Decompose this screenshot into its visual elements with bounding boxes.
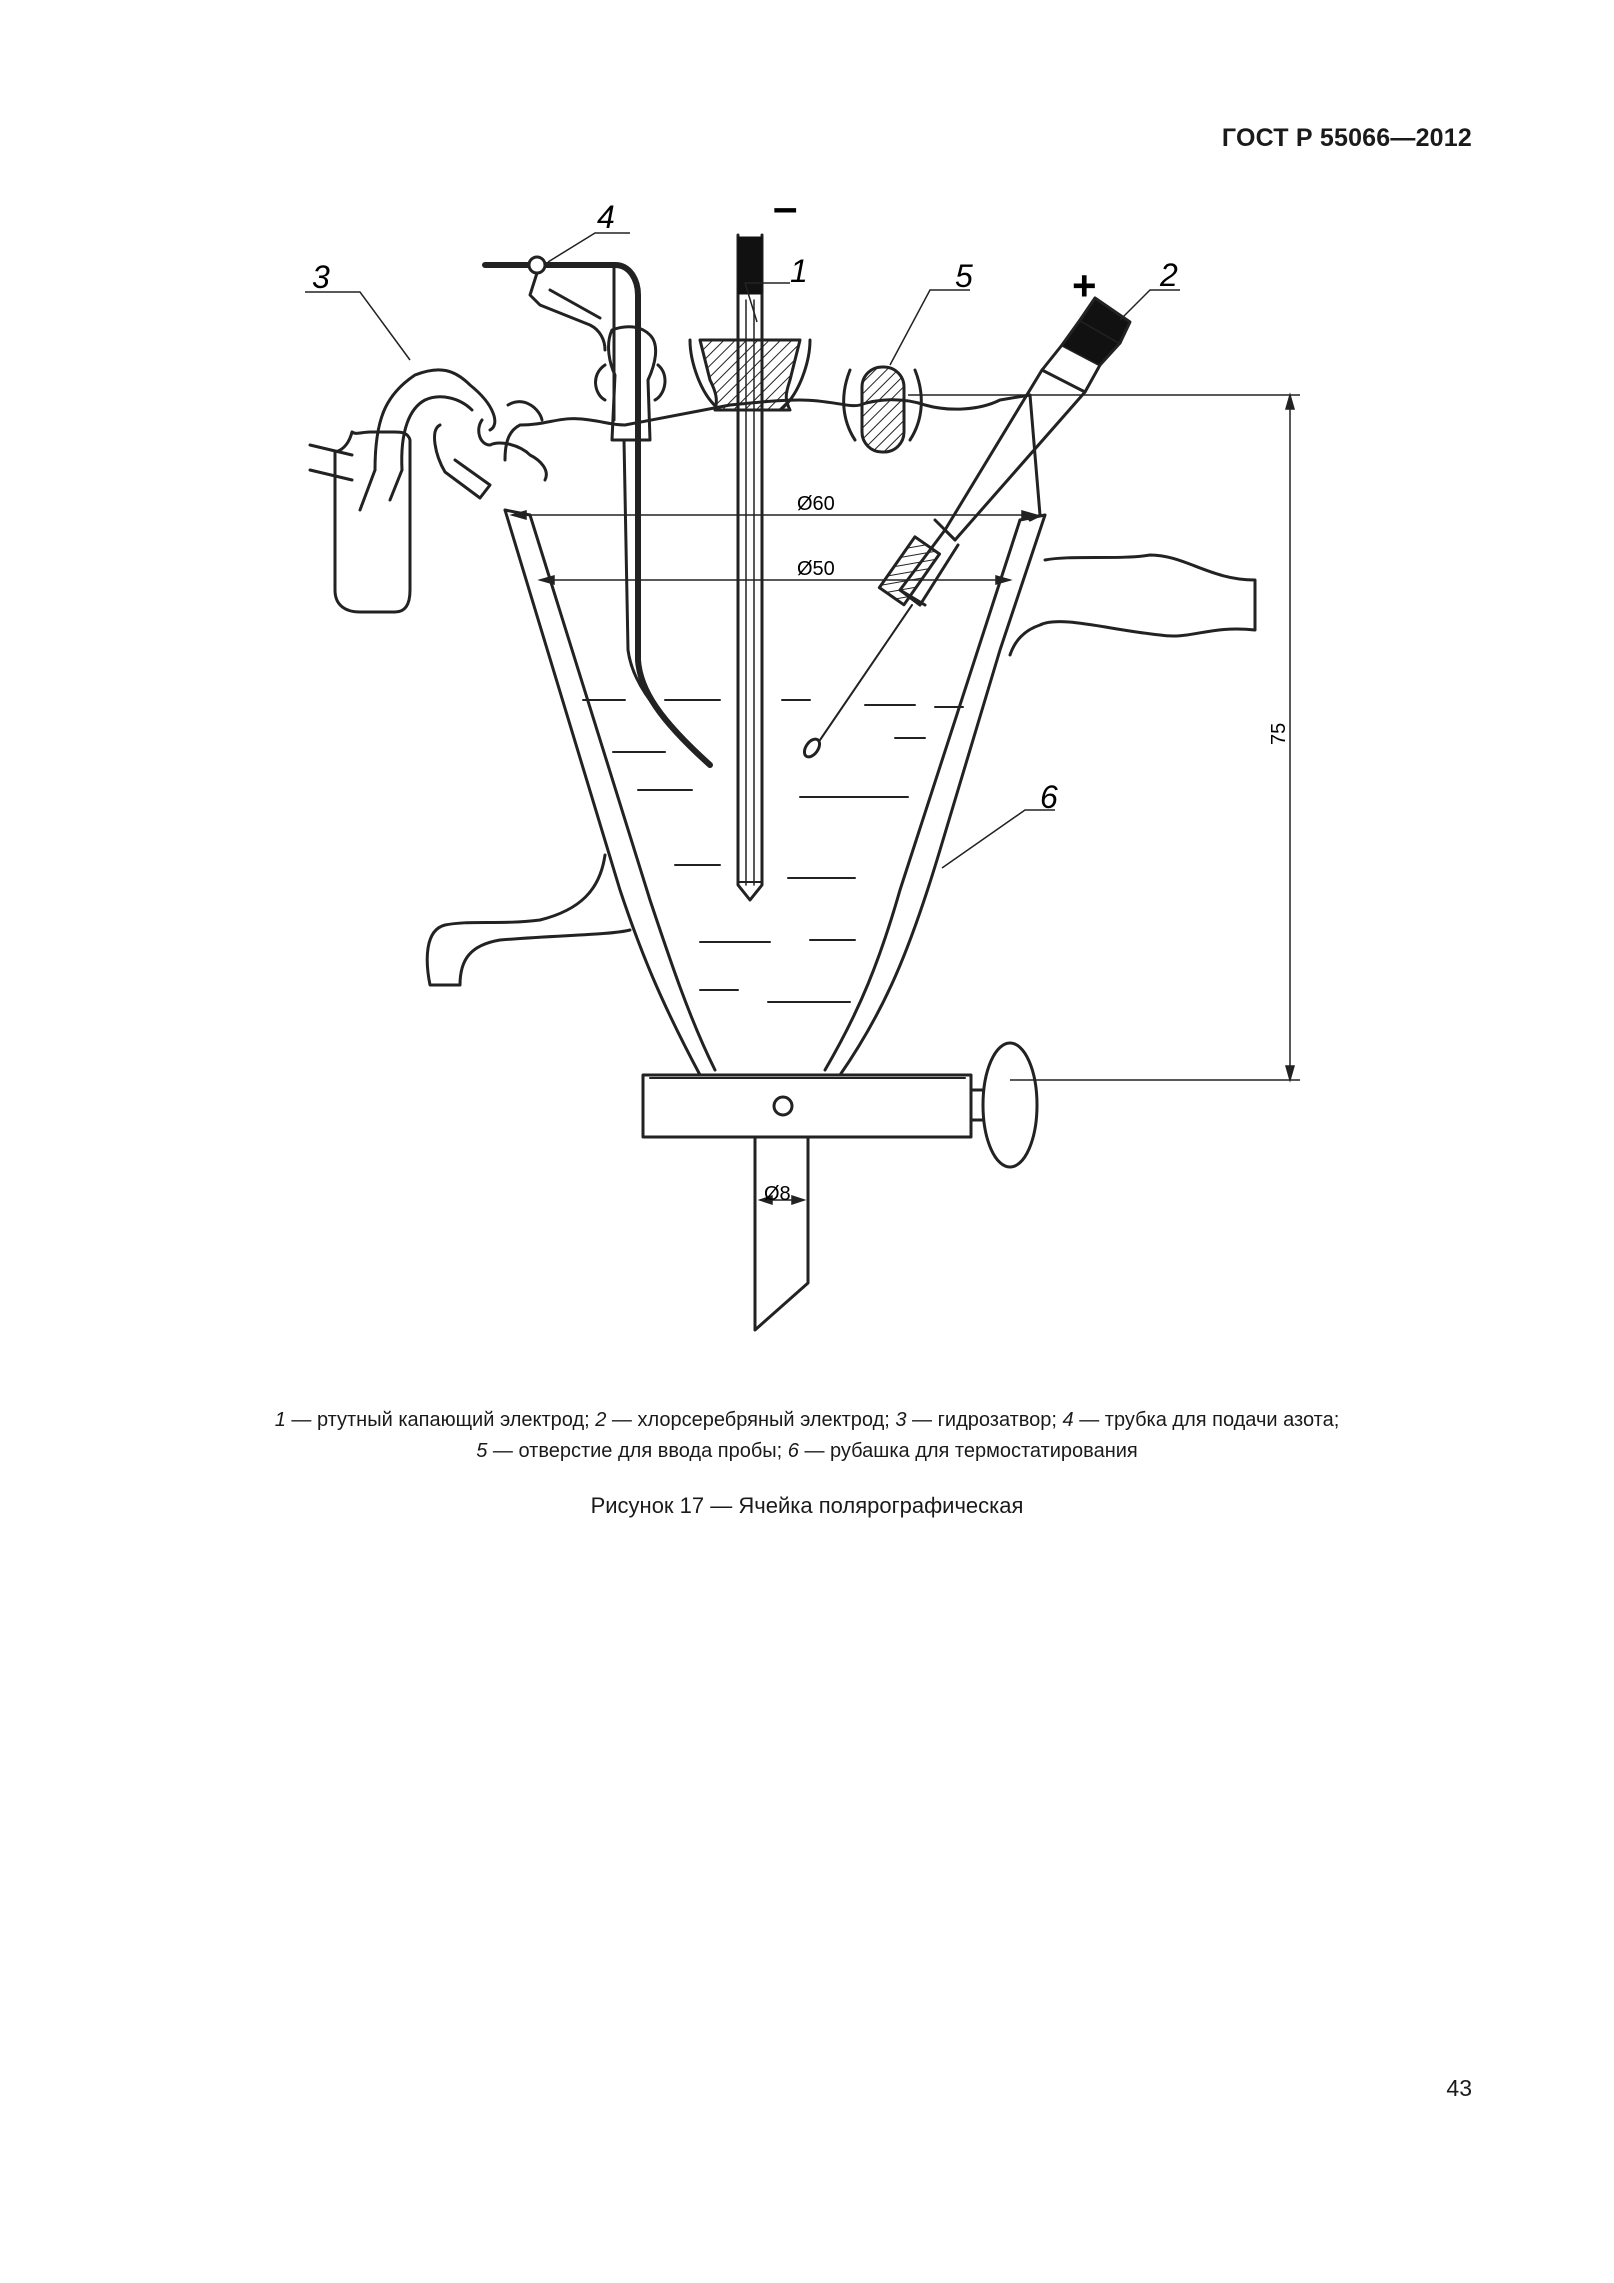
callout-6: 6 (1040, 779, 1058, 815)
page-number: 43 (1446, 2075, 1472, 2101)
legend-line-2 (0, 1436, 1614, 1467)
legend-text: — трубка для подачи азота; (1073, 1409, 1340, 1431)
legend-num: 4 (1062, 1409, 1074, 1431)
legend-num: 6 (787, 1440, 799, 1462)
legend-num: 2 (595, 1409, 607, 1431)
legend-text: — гидрозатвор; (906, 1409, 1063, 1431)
dim-diameter-50: Ø50 (797, 558, 835, 580)
legend-num: 5 (476, 1440, 488, 1462)
figure-legend (0, 1405, 1614, 1467)
callout-2: 2 (1160, 257, 1178, 293)
callout-5: 5 (955, 258, 973, 294)
dim-diameter-8: Ø8 (764, 1183, 791, 1205)
legend-text: — отверстие для ввода пробы; (487, 1440, 788, 1462)
legend-text: — ртутный капающий электрод; (285, 1409, 596, 1431)
stopcock-handle (983, 1043, 1037, 1167)
legend-num: 3 (895, 1409, 907, 1431)
polarity-minus: – (773, 183, 798, 232)
cone-inner-left (530, 515, 715, 1070)
polarity-plus: + (1072, 262, 1097, 309)
jacket-inlet-left (427, 855, 630, 985)
cell-lid (505, 395, 1040, 520)
electrode-stopper (700, 340, 800, 410)
drain-tube (755, 1137, 808, 1330)
legend-text: — рубашка для термостатирования (798, 1440, 1138, 1462)
callout-3: 3 (312, 259, 330, 295)
stopcock (643, 1075, 971, 1137)
figure-caption: Рисунок 17 — Ячейка полярографическая (590, 1493, 1024, 1518)
legend-line-1 (0, 1405, 1614, 1436)
legend-text: — хлорсеребряный электрод; (606, 1409, 896, 1431)
legend-num: 1 (274, 1409, 286, 1431)
dropping-electrode (738, 235, 762, 900)
hydro-seal (435, 425, 490, 498)
jacket-outlet-right (1010, 555, 1255, 655)
dim-height-75: 75 (1268, 722, 1290, 745)
jacket-outer-right (840, 515, 1045, 1075)
dim-diameter-60: Ø60 (797, 493, 835, 515)
sample-port (862, 367, 904, 452)
callout-1: 1 (790, 253, 808, 289)
document-header: ГОСТ Р 55066—2012 (1221, 124, 1472, 152)
callout-4: 4 (597, 199, 615, 235)
jacket-outer-left (505, 510, 700, 1075)
